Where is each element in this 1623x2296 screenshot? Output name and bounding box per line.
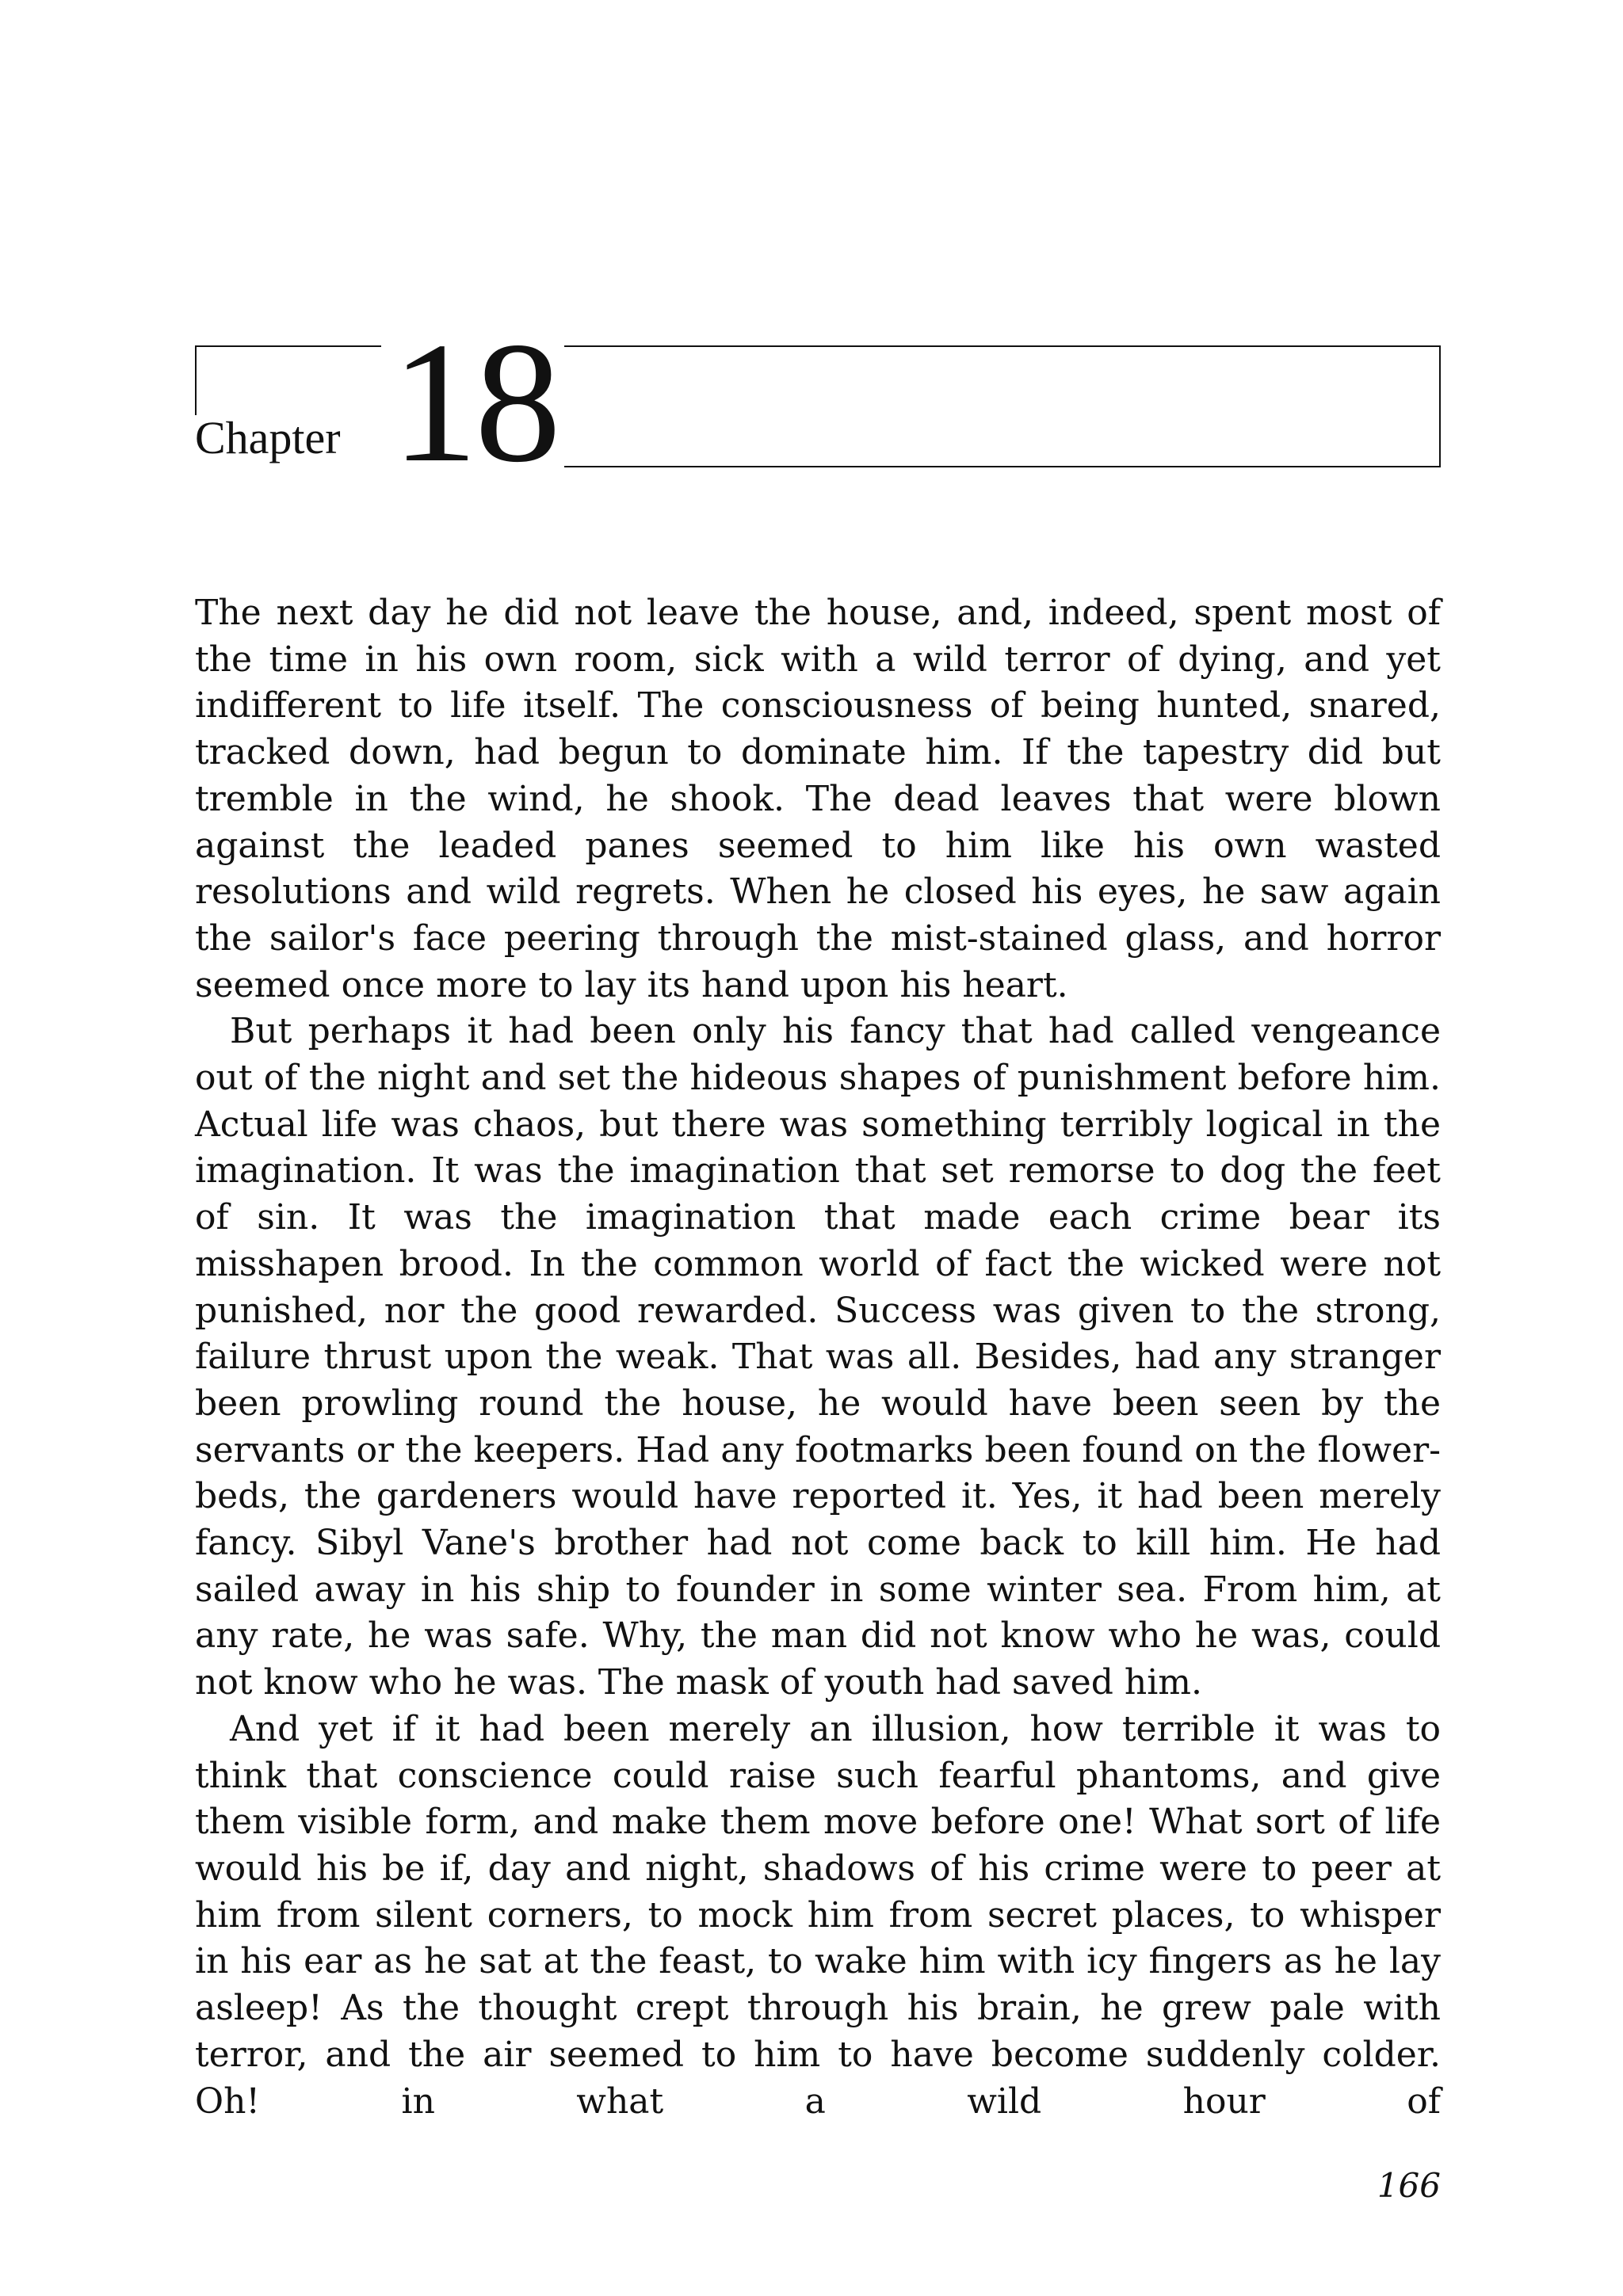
chapter-label: Chapter: [195, 412, 341, 463]
page-number: 166: [1377, 2166, 1441, 2205]
chapter-heading-left-frame: [195, 345, 381, 415]
paragraph-3: And yet if it had been merely an illusion, how terrible it was to think that conscience could raise such fearful phantoms, and give them visible form, and make them move before one! What sort of life would his be if, day and night, shadows of his crime were to peer at him from silent corners, to mock him from secret places, to whisper in his ear as he sat at the feast, to wake him with icy fingers as he lay asleep! As the thought crept through his brain, he grew pale with terror, and the air seemed to him to have become suddenly colder. Oh! in what a wild hour of: [195, 1708, 1441, 2122]
paragraph-1: The next day he did not leave the house, and, indeed, spent most of the time in his own room, sick with a wild terror of dying, and yet indifferent to life itself. The consciousness of being hunted, snared, tracked down, had begun to dominate him. If the tapestry did but tremble in the wind, he shook. The dead leaves that were blown against the leaded panes seemed to him like his own wasted resolutions and wild regrets. When he closed his eyes, he saw again the sailor's face peering through the mist-stained glass, and horror seemed once more to lay its hand upon his heart.: [195, 593, 1441, 1005]
chapter-number: 18: [391, 307, 558, 498]
paragraph-2: But perhaps it had been only his fancy that had called vengeance out of the night and set the hideous shapes of punishment before him. Actual life was chaos, but there was something terribly logical in the imagination. It was the imagination that set remorse to dog the feet of sin. It was the imagination that made each crime bear its misshapen brood. In the common world of fact the wicked were not punished, nor the good rewarded. Success was given to the strong, failure thrust upon the weak. That was all. Besides, had any stranger been prowling round the house, he would have been seen by the servants or the keepers. Had any footmarks been found on the flower-beds, the gardeners would have reported it. Yes, it had been merely fancy. Sibyl Vane's brother had not come back to kill him. He had sailed away in his ship to founder in some winter sea. From him, at any rate, he was safe. Why, the man did not know who he was, could not know who he was. The mask of youth had saved him.: [195, 1011, 1441, 1703]
chapter-body: [195, 590, 1441, 2125]
chapter-heading-right-frame: [564, 345, 1441, 467]
chapter-heading: [195, 307, 1441, 498]
